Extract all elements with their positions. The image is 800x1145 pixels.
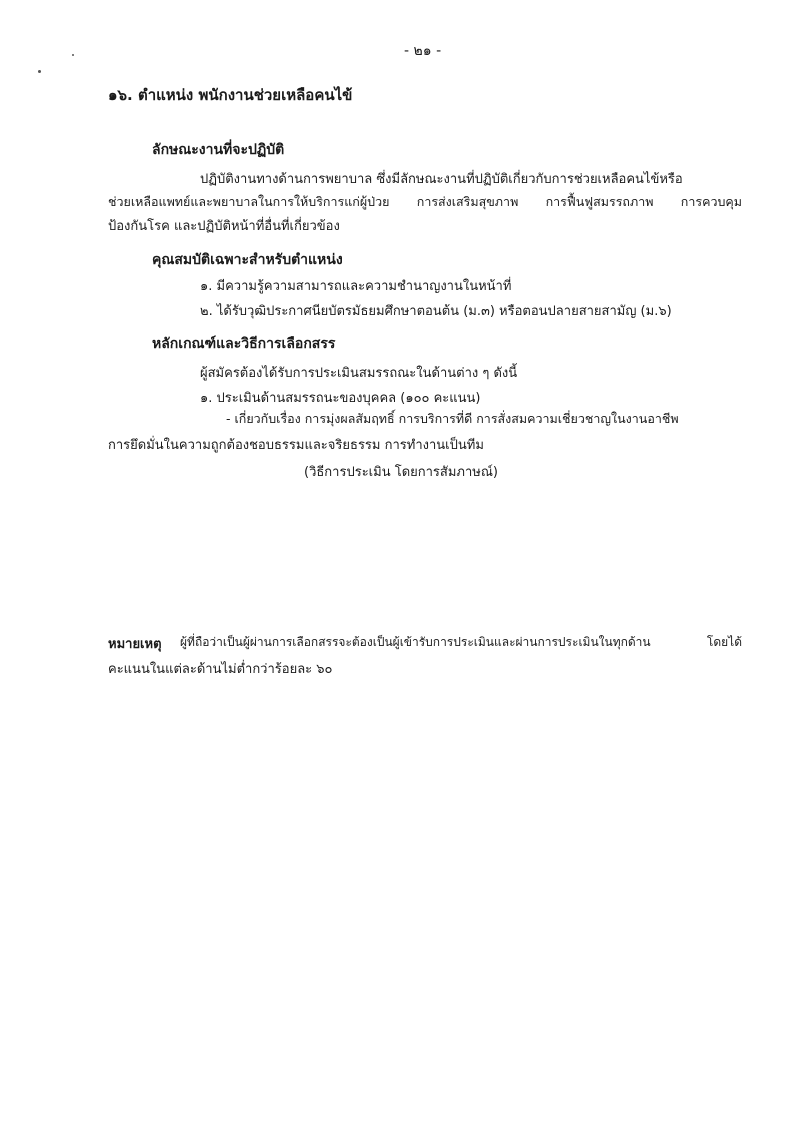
duties-heading: ลักษณะงานที่จะปฏิบัติ (152, 142, 285, 158)
qualifications-heading: คุณสมบัติเฉพาะสำหรับตำแหน่ง (152, 252, 343, 268)
note-line-1: ผู้ที่ถือว่าเป็นผู้ผ่านการเลือกสรรจะต้องเป็นผู้เข้ารับการประเมินและผ่านการประเมินในทุกด้าน โดยได้ (180, 635, 742, 649)
scan-speck (72, 54, 74, 56)
page-number: - ๒๑ - (404, 43, 442, 59)
selection-detail-line-2: การยึดมั่นในความถูกต้องชอบธรรมและจริยธรรม การทำงานเป็นทีม (108, 438, 484, 453)
note-label: หมายเหตุ (108, 637, 162, 652)
scan-speck (38, 70, 41, 73)
note-line-2: คะแนนในแต่ละด้านไม่ต่ำกว่าร้อยละ ๖๐ (108, 662, 333, 677)
selection-method: (วิธีการประเมิน โดยการสัมภาษณ์) (304, 465, 498, 480)
selection-intro: ผู้สมัครต้องได้รับการประเมินสมรรถณะในด้านต่าง ๆ ดังนี้ (200, 366, 518, 381)
duties-line-2: ช่วยเหลือแพทย์และพยาบาลในการให้บริการแก่ผู้ป่วย การส่งเสริมสุขภาพ การฟื้นฟูสมรรถภาพ การควบคุม (108, 194, 742, 209)
selection-detail-line-1: - เกี่ยวกับเรื่อง การมุ่งผลสัมฤทธิ์ การบริการที่ดี การสั่งสมความเชี่ยวชาญในงานอาชีพ (226, 411, 679, 426)
qualification-item: ๒. ได้รับวุฒิประกาศนียบัตรมัธยมศึกษาตอนต้น (ม.๓) หรือตอนปลายสายสามัญ (ม.๖) (200, 304, 672, 319)
qualification-item: ๑. มีความรู้ความสามารถและความชำนาญงานในหน้าที่ (200, 279, 512, 294)
selection-heading: หลักเกณฑ์และวิธีการเลือกสรร (152, 336, 336, 352)
duties-line-3: ป้องกันโรค และปฏิบัติหน้าที่อื่นที่เกี่ยวข้อง (108, 219, 340, 234)
position-title: ๑๖. ตำแหน่ง พนักงานช่วยเหลือคนไข้ (108, 86, 353, 104)
selection-criterion: ๑. ประเมินด้านสมรรถนะของบุคคล (๑๐๐ คะแนน) (200, 391, 481, 406)
duties-line-1: ปฏิบัติงานทางด้านการพยาบาล ซึ่งมีลักษณะงานที่ปฏิบัติเกี่ยวกับการช่วยเหลือคนไข้หรือ (200, 172, 683, 187)
